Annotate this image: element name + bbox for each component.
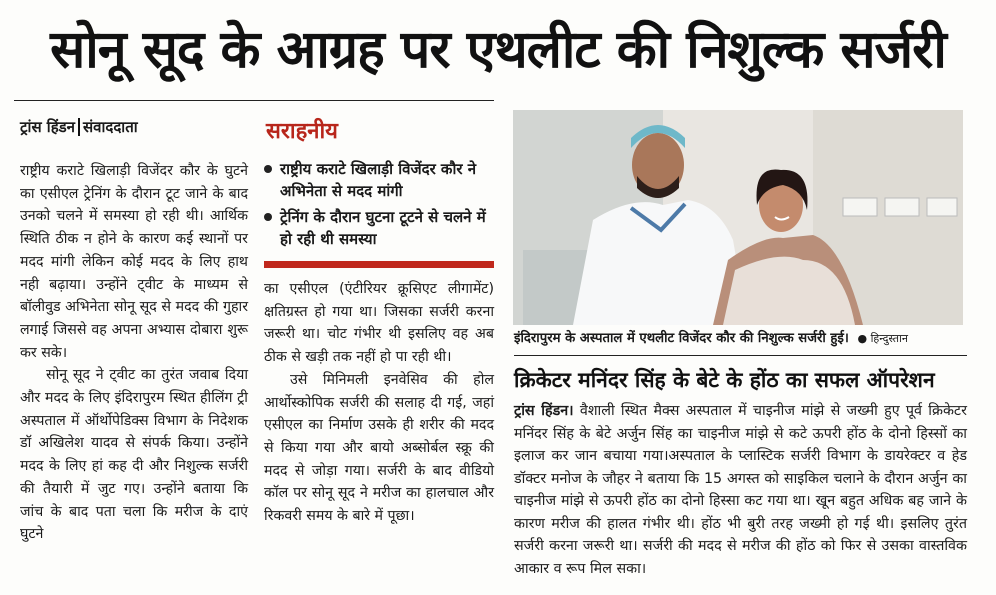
highlight-box-title: सराहनीय xyxy=(266,119,338,144)
story2-place: ट्रांस हिंडन। xyxy=(514,403,574,419)
byline-place: ट्रांस हिंडन xyxy=(20,118,76,136)
col1-paragraph-2: सोनू सूद ने ट्वीट का तुरंत जवाब दिया और मदद के लिए इंदिरापुरम स्थित हीलिंग ट्री अस्पताल में ऑर्थोपेडिक्स विभाग के निदेशक डॉ अखिलेश यादव से संपर्क किया। उन्होंने मदद के लिए हां कह दी और निशुल्क सर्जरी की तैयारी में जुट गए। उन्होंने बताया कि जांच के बाद पता चला कि मरीज के दाएं घुटने xyxy=(20,367,248,543)
headline-rule xyxy=(14,100,494,101)
main-headline: सोनू सूद के आग्रह पर एथलीट की निशुल्क सर्जरी xyxy=(50,20,946,80)
col1-paragraph-1: राष्ट्रीय कराटे खिलाड़ी विजेंदर कौर के घुटने का एसीएल ट्रेनिंग के दौरान टूट जाने के बाद उनको चलने में समस्या हो रही थी। आर्थिक स्थिति ठीक न होने के कारण कई स्थानों पर मदद मांगी लेकिन कोई मदद के लिए हाथ नही बढ़ाया। उन्होंने ट्वीट के माध्यम से बॉलीवुड अभिनेता सोनू सूद से मदद की गुहार लगाई जिससे वह अपना अभ्यास दोबारा शुरू कर सके। xyxy=(20,163,248,361)
highlight-bullet xyxy=(262,206,494,250)
bullet-dot-icon xyxy=(264,165,272,173)
article-column-1 xyxy=(20,160,248,546)
col2-paragraph-1: का एसीएल (एंटीरियर क्रूसिएट लीगामेंट) क्षतिग्रस्त हो गया था। जिसका सर्जरी करना जरूरी था। चोट गंभीर थी इसलिए वह अब ठीक से खड़ी तक नहीं हो पा रही थी। xyxy=(264,281,494,366)
article-column-2 xyxy=(264,278,494,528)
story2-headline: क्रिकेटर मनिंदर सिंह के बेटे के होंठ का सफल ऑपरेशन xyxy=(514,368,935,392)
photo-caption-text: इंदिरापुरम के अस्पताल में एथलीट विजेंदर कौर की निशुल्क सर्जरी हुई। xyxy=(514,331,849,346)
byline xyxy=(20,116,250,140)
caption-rule xyxy=(514,355,967,356)
bullet-dot-icon xyxy=(264,213,272,221)
photo-credit: ● हिन्दुस्तान xyxy=(857,332,908,345)
byline-reporter: संवाददाता xyxy=(83,118,138,136)
highlight-bullet xyxy=(262,158,494,202)
story2-body xyxy=(514,400,967,580)
highlight-red-bar xyxy=(264,261,494,268)
story2-text: वैशाली स्थित मैक्स अस्पताल में चाइनीज मांझे से जख्मी हुए पूर्व क्रिकेटर मनिंदर सिंह के बेटे अर्जुन सिंह का चाइनीज मांझे से कटे ऊपरी होंठ के दोनो हिस्सों का इलाज कर जान बचाया गया।अस्पताल के प्लास्टिक सर्जरी विभाग के डायरेक्टर व हेड डॉक्टर मनोज के जौहर ने बताया कि 15 अगस्त को साइकिल चलाने के दौरान अर्जुन का चाइनीज मांझे से ऊपरी होंठ का दोनो हिस्सा कट गया था। खून बहुत अधिक बह जाने के कारण मरीज की हालत गंभीर थी। होंठ भी बुरी तरह जख्मी हो गई थी। इसलिए तुरंत सर्जरी करना जरूरी था। सर्जरी की मदद से मरीज की होंठ को फिर से उसका वास्तविक आकार व रूप मिल सका। xyxy=(514,403,967,577)
news-photo xyxy=(513,110,963,325)
photo-illustration xyxy=(513,110,963,325)
byline-divider xyxy=(78,118,80,136)
col2-paragraph-2: उसे मिनिमली इनवेसिव की होल आर्थोस्कोपिक सर्जरी की सलाह दी गई, जहां एसीएल का निर्माण उसके ही शरीर की मदद से किया गया और बायो अब्सोर्बल स्क्रू की मदद से जोड़ा गया। सर्जरी के बाद वीडियो कॉल पर सोनू सूद ने मरीज का हालचाल और रिकवरी समय के बारे में पूछा। xyxy=(264,371,494,525)
highlight-bullets xyxy=(262,158,494,254)
highlight-bullet-text: राष्ट्रीय कराटे खिलाड़ी विजेंदर कौर ने अभिनेता से मदद मांगी xyxy=(280,160,477,200)
highlight-bullet-text: ट्रेनिंग के दौरान घुटना टूटने से चलने में हो रही थी समस्या xyxy=(280,208,486,248)
photo-caption xyxy=(514,330,908,348)
